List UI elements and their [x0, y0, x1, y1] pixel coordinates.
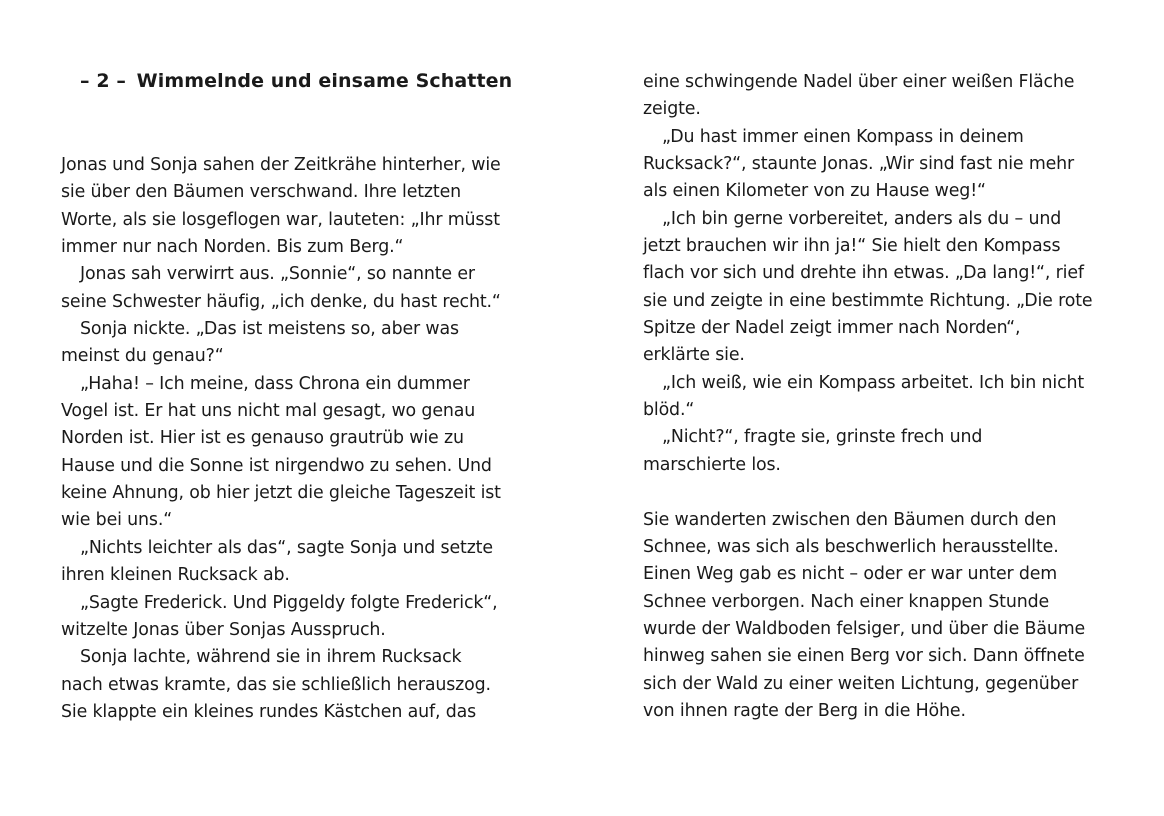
right-page-text	[643, 69, 1092, 725]
text-line: Spitze der Nadel zeigt immer nach Norden“,	[643, 318, 1021, 339]
text-line: erklärte sie.	[643, 345, 745, 366]
text-line: wurde der Waldboden felsiger, und über die Bäume	[643, 618, 1086, 639]
text-line: Jonas sah verwirrt aus. „Sonnie“, so nannte er	[80, 264, 475, 285]
text-line: Sie wanderten zwischen den Bäumen durch den	[643, 509, 1057, 530]
text-line: sie und zeigte in eine bestimmte Richtung. „Die rote	[643, 290, 1093, 311]
paragraph-break	[643, 479, 1092, 506]
right-page	[643, 0, 1113, 816]
chapter-number: – 2 –	[80, 70, 126, 92]
text-line: von ihnen ragte der Berg in die Höhe.	[643, 700, 966, 721]
text-line: jetzt brauchen wir ihn ja!“ Sie hielt den Kompass	[643, 236, 1061, 257]
text-line: keine Ahnung, ob hier jetzt die gleiche Tageszeit ist	[61, 483, 501, 504]
text-line: Hause und die Sonne ist nirgendwo zu sehen. Und	[61, 455, 492, 476]
text-line: marschierte los.	[643, 454, 781, 475]
text-line: Schnee verborgen. Nach einer knappen Stunde	[643, 591, 1050, 612]
text-line: „Nicht?“, fragte sie, grinste frech und	[662, 427, 983, 448]
text-line: Einen Weg gab es nicht – oder er war unter dem	[643, 564, 1058, 585]
left-page-text	[61, 152, 501, 726]
text-line: ihren kleinen Rucksack ab.	[61, 565, 290, 586]
text-line: eine schwingende Nadel über einer weißen Fläche	[643, 72, 1075, 92]
text-line: „Sagte Frederick. Und Piggeldy folgte Frederick“,	[80, 592, 498, 613]
text-line: Worte, als sie losgeflogen war, lauteten: „Ihr müsst	[61, 209, 500, 230]
text-line: „Ich weiß, wie ein Kompass arbeitet. Ich bin nicht	[662, 372, 1085, 393]
chapter-heading	[80, 70, 512, 92]
text-line: immer nur nach Norden. Bis zum Berg.“	[61, 237, 404, 258]
text-line: Jonas und Sonja sahen der Zeitkrähe hinterher, wie	[61, 155, 501, 175]
text-line: „Nichts leichter als das“, sagte Sonja und setzte	[80, 537, 493, 558]
text-line: sie über den Bäumen verschwand. Ihre letzten	[61, 182, 461, 203]
text-line: nach etwas kramte, das sie schließlich herauszog.	[61, 674, 491, 695]
text-line: „Ich bin gerne vorbereitet, anders als du – und	[662, 208, 1062, 229]
chapter-title: Wimmelnde und einsame Schatten	[136, 70, 513, 92]
text-line: meinst du genau?“	[61, 346, 224, 367]
text-line: seine Schwester häufig, „ich denke, du hast recht.“	[61, 291, 501, 312]
text-line: flach vor sich und drehte ihn etwas. „Da lang!“, rief	[643, 263, 1084, 284]
text-line: zeigte.	[643, 99, 701, 120]
text-line: Sonja nickte. „Das ist meistens so, aber was	[80, 319, 459, 340]
text-line: wie bei uns.“	[61, 510, 173, 531]
text-line: Norden ist. Hier ist es genauso grautrüb wie zu	[61, 428, 464, 449]
text-line: „Du hast immer einen Kompass in deinem	[662, 126, 1024, 147]
text-line: blöd.“	[643, 400, 695, 421]
text-line: hinweg sahen sie einen Berg vor sich. Dann öffnete	[643, 646, 1085, 667]
left-page	[61, 0, 536, 816]
text-line: Vogel ist. Er hat uns nicht mal gesagt, wo genau	[61, 401, 476, 422]
text-line: sich der Wald zu einer weiten Lichtung, gegenüber	[643, 673, 1079, 694]
text-line: Sonja lachte, während sie in ihrem Rucksack	[80, 647, 462, 668]
text-line: Sie klappte ein kleines rundes Kästchen auf, das	[61, 701, 477, 722]
text-line: witzelte Jonas über Sonjas Ausspruch.	[61, 619, 386, 640]
text-line: als einen Kilometer von zu Hause weg!“	[643, 181, 986, 202]
text-line: „Haha! – Ich meine, dass Chrona ein dummer	[80, 373, 470, 394]
text-line: Schnee, was sich als beschwerlich herausstellte.	[643, 536, 1059, 557]
text-line: Rucksack?“, staunte Jonas. „Wir sind fast nie mehr	[643, 154, 1075, 175]
